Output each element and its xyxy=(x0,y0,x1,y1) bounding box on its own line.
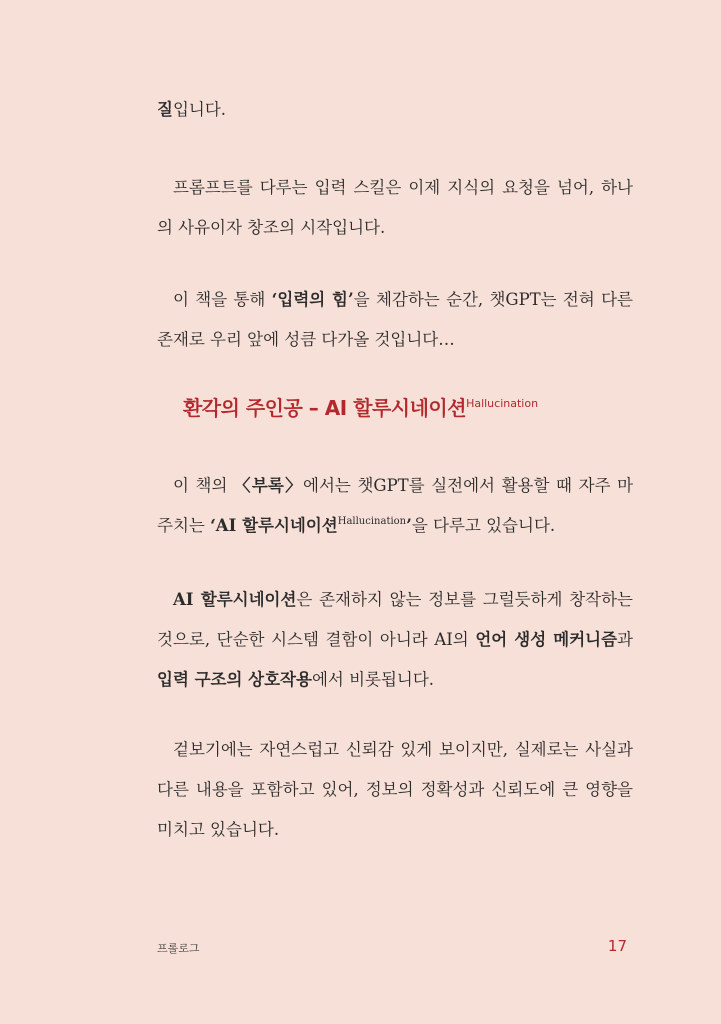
paragraph-input-power xyxy=(157,280,633,360)
paragraph-text: 겉보기에는 자연스럽고 신뢰감 있게 보이지만, 실제로는 사실과 다른 내용을 포함하고 있어, 정보의 정확성과 신뢰도에 큰 영향을 미치고 있습니다. xyxy=(157,740,633,839)
superscript-text: Hallucination xyxy=(337,516,407,527)
paragraph-prompt-skill xyxy=(157,168,633,248)
bold-text: 질 xyxy=(157,100,173,119)
paragraph-text: 은 존재하지 않는 정보를 그럴듯하게 창작하는 것으로, 단순한 시스템 결함이 아니라 AI의 xyxy=(157,590,633,649)
bold-text: ‘입력의 힘’ xyxy=(271,290,354,309)
paragraph-appendix xyxy=(157,466,633,546)
paragraph-hallucination-definition xyxy=(157,580,633,700)
paragraph-text: 프롬프트를 다루는 입력 스킬은 이제 지식의 요청을 넘어, 하나의 사유이자 창조의 시작입니다. xyxy=(157,178,633,237)
paragraph-continuation xyxy=(157,90,633,130)
running-footer-title: 프롤로그 xyxy=(157,942,200,955)
page-number: 17 xyxy=(607,937,627,955)
paragraph-text: 과 xyxy=(617,630,633,649)
bold-text: AI 할루시네이션 xyxy=(173,590,297,609)
bold-text: ‘AI 할루시네이션 xyxy=(210,516,338,535)
paragraph-text: 입니다. xyxy=(172,100,227,119)
bold-text: 입력 구조의 상호작용 xyxy=(157,670,312,689)
bold-text: 언어 생성 메커니즘 xyxy=(475,630,618,649)
paragraph-text: 을 다루고 있습니다. xyxy=(411,516,556,535)
paragraph-text: 에서 비롯됩니다. xyxy=(311,670,435,689)
bold-text: 〈부록〉 xyxy=(234,476,304,495)
bold-text: ’ xyxy=(406,516,412,535)
paragraph-text: 을 체감하는 순간, 챗GPT는 전혀 다른 존재로 우리 앞에 성큼 다가올 것입니다… xyxy=(157,290,633,349)
paragraph-text: 이 책의 xyxy=(173,476,235,495)
paragraph-text: 이 책을 통해 xyxy=(173,290,272,309)
heading-text: 환각의 주인공 – AI 할루시네이션 xyxy=(182,396,467,420)
heading-superscript: Hallucination xyxy=(466,397,539,410)
section-heading xyxy=(0,392,721,421)
paragraph-credibility xyxy=(157,730,633,850)
paragraph-text: 에서는 챗GPT를 실전에서 활용할 때 자주 마주치는 xyxy=(157,476,634,535)
